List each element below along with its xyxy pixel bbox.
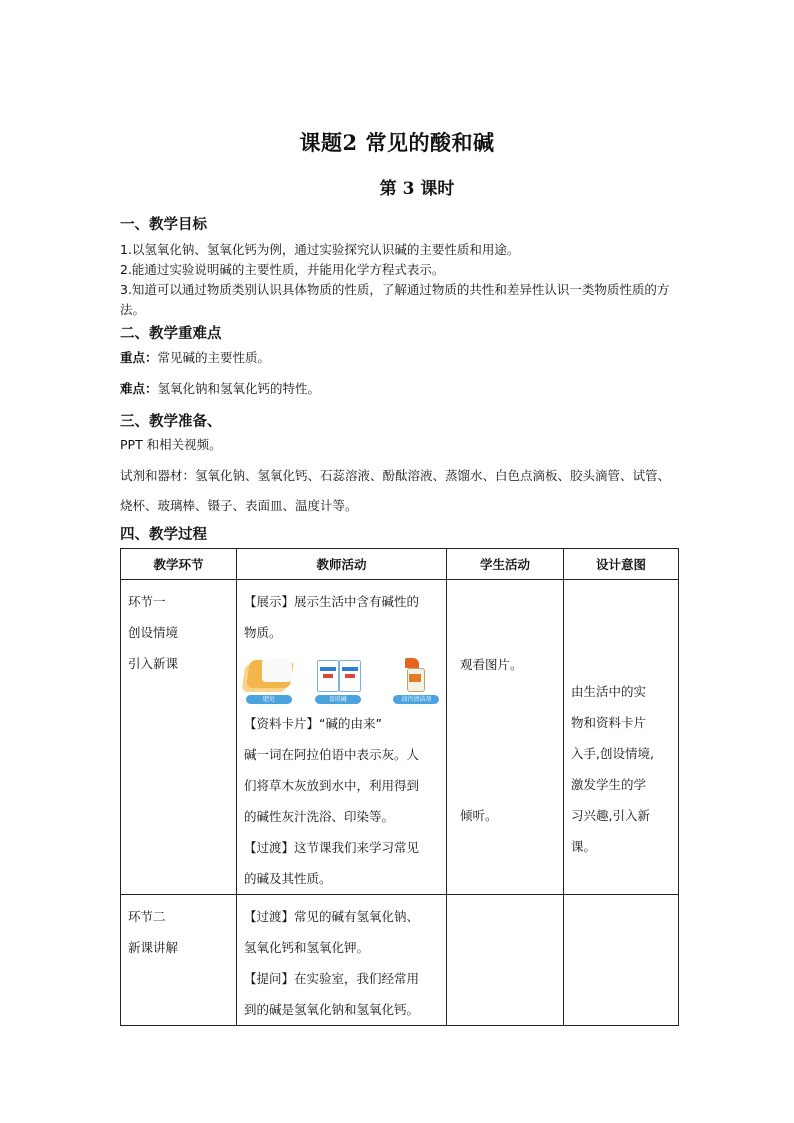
stage-line: 新课讲解 — [128, 940, 179, 955]
image-label: 食用碱 — [315, 695, 361, 704]
soap-image — [242, 654, 293, 704]
intent-line: 激发学生的学 — [571, 777, 647, 792]
hard-point-text: 氢氧化钠和氢氧化钙的特性。 — [157, 381, 321, 396]
section-heading-keypoints: 二、教学重难点 — [120, 326, 222, 342]
intent-line: 课。 — [571, 839, 597, 854]
teacher-cell — [237, 895, 447, 1026]
intent-cell — [564, 895, 679, 1026]
teacher-cell — [237, 580, 447, 895]
hard-point-label: 难点： — [120, 381, 158, 396]
teaching-process-table — [120, 548, 679, 1026]
cleaner-image — [389, 654, 440, 704]
prep-line-1: PPT 和相关视频。 — [120, 437, 222, 452]
prep-line-2: 试剂和器材：氢氧化钠、氢氧化钙、石蕊溶液、酚酞溶液、蒸馏水、白色点滴板、胶头滴管、试管、烧杯、玻璃棒、镊子、表面皿、温度计等。 — [120, 468, 671, 513]
doc-title: 课题2 常见的酸和碱 — [299, 130, 495, 155]
baking-soda-image — [311, 654, 362, 704]
intent-line: 物和资料卡片 — [571, 715, 647, 730]
key-point-text: 常见碱的主要性质。 — [157, 350, 271, 365]
objective-1: 1.以氢氧化钠、氢氧化钙为例，通过实验探究认识碱的主要性质和用途。 — [120, 242, 520, 257]
hard-point — [120, 379, 680, 399]
teacher-line: 的碱性灰汁洗浴、印染等。 — [244, 809, 395, 824]
teacher-line: 【过渡】这节课我们来学习常见 — [244, 840, 420, 855]
stage-line: 创设情境 — [128, 625, 179, 640]
intent-line: 习兴趣,引入新 — [571, 808, 650, 823]
intent-line: 由生活中的实 — [571, 684, 647, 699]
stage-cell — [121, 895, 237, 1026]
key-point — [120, 348, 680, 368]
intent-cell — [564, 580, 679, 895]
teacher-line: 物质。 — [244, 625, 282, 640]
product-images — [242, 654, 440, 704]
image-label: 肥皂 — [246, 695, 292, 704]
teacher-line: 到的碱是氢氧化钠和氢氧化钙。 — [244, 1002, 420, 1017]
teacher-line: 【提问】在实验室，我们经常用 — [244, 971, 420, 986]
image-label: 油污清洁剂 — [393, 695, 439, 704]
student-line: 倾听。 — [460, 808, 498, 823]
student-line: 观看图片。 — [460, 657, 523, 672]
teacher-line: 的碱及其性质。 — [244, 871, 332, 886]
intent-line: 入手,创设情境, — [571, 746, 654, 761]
teacher-line: 【过渡】常见的碱有氢氧化钠、 — [244, 909, 420, 924]
table-row — [121, 895, 679, 1026]
key-point-label: 重点： — [120, 350, 158, 365]
teacher-line: 【展示】展示生活中含有碱性的 — [244, 594, 420, 609]
header-stage: 教学环节 — [121, 549, 237, 580]
stage-line: 引入新课 — [128, 656, 179, 671]
table-row — [121, 580, 679, 895]
objective-3: 3.知道可以通过物质类别认识具体物质的性质，了解通过物质的共性和差异性认识一类物质性质的方法。 — [120, 282, 670, 317]
teacher-line: 碱一词在阿拉伯语中表示灰。人 — [244, 747, 420, 762]
header-student: 学生活动 — [447, 549, 564, 580]
student-cell — [447, 580, 564, 895]
section-heading-objectives: 一、教学目标 — [120, 217, 207, 233]
stage-line: 环节一 — [128, 594, 166, 609]
section-heading-process: 四、教学过程 — [120, 527, 207, 543]
teacher-line: 【资料卡片】“碱的由来” — [244, 716, 382, 731]
header-intent: 设计意图 — [564, 549, 679, 580]
teacher-line: 们将草木灰放到水中，利用得到 — [244, 778, 420, 793]
header-teacher: 教师活动 — [237, 549, 447, 580]
section-heading-preparation: 三、教学准备、 — [120, 414, 222, 430]
stage-cell — [121, 580, 237, 895]
table-header-row — [121, 549, 679, 580]
objective-2: 2.能通过实验说明碱的主要性质，并能用化学方程式表示。 — [120, 262, 445, 277]
doc-subtitle: 第 3 课时 — [379, 179, 455, 199]
stage-line: 环节二 — [128, 909, 166, 924]
teacher-line: 氢氧化钙和氢氧化钾。 — [244, 940, 370, 955]
student-cell — [447, 895, 564, 1026]
